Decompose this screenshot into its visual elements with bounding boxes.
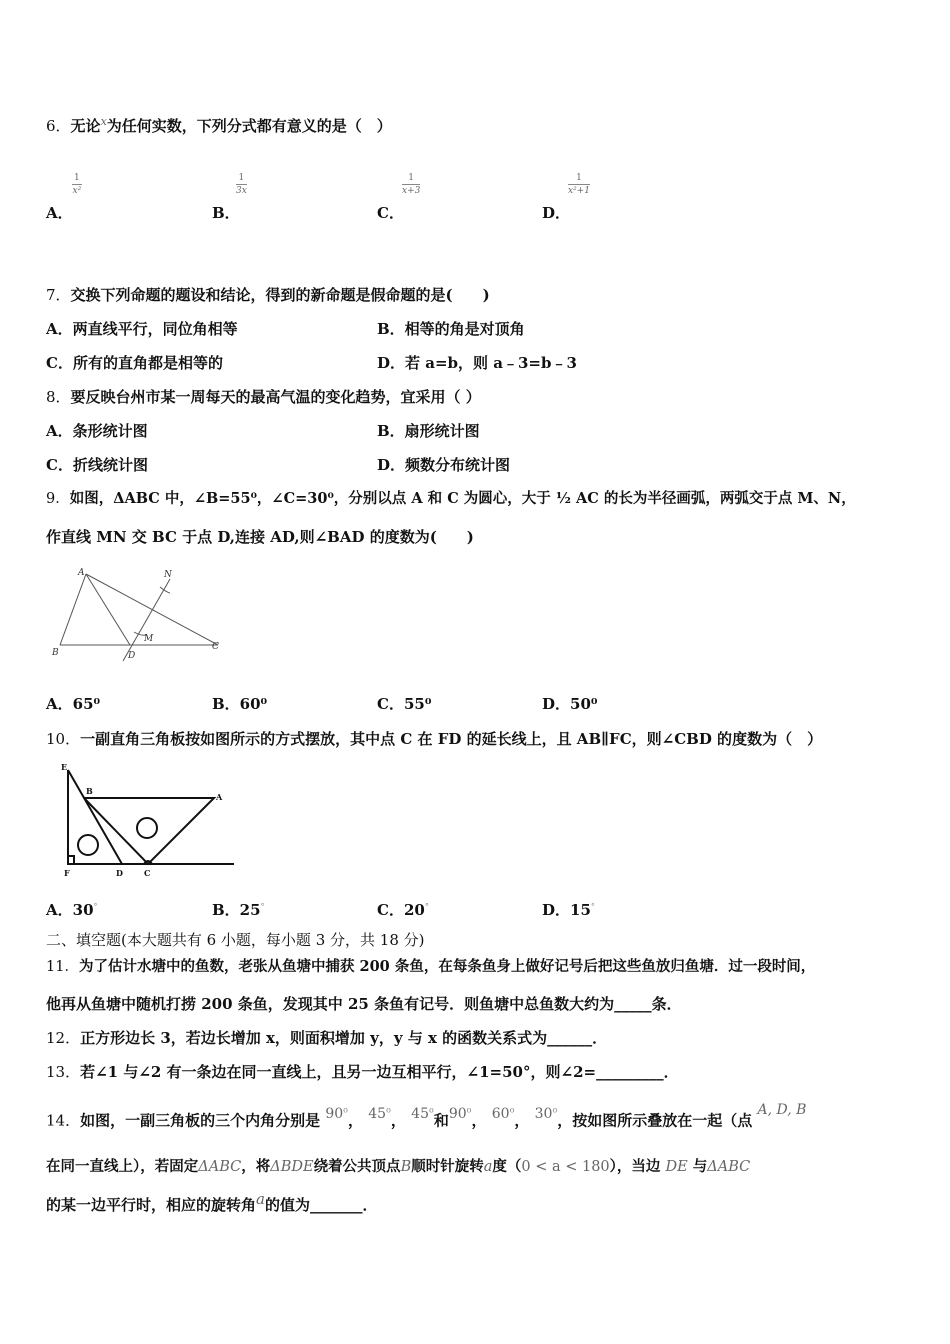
q14-text-5: 绕着公共顶点 (313, 1158, 401, 1175)
q14-alpha-2: a (256, 1190, 265, 1208)
q14-angle-1: 90$^o$ (325, 1105, 348, 1122)
q14-text-6: 顺时针旋转 (411, 1158, 484, 1175)
q14-text-1: 如图，一副三角板的三个内角分别是 (80, 1111, 321, 1130)
q9-label-d: D (128, 651, 136, 661)
q14-angle-2: 45$^o$ (368, 1105, 391, 1122)
q6-option-d-fraction: $\frac{1}{\text{x²+1}}$ (568, 173, 590, 196)
q14-alpha: a (483, 1159, 493, 1175)
q8-option-a[interactable]: A．条形统计图 (46, 422, 148, 440)
q10-label-b: B (86, 786, 93, 796)
q8-text: 要反映台州市某一周每天的最高气温的变化趋势，宜采用（ ） (70, 388, 481, 406)
q14-text-9: 与 (692, 1158, 708, 1175)
q14-angle-3: 45$^o$ (411, 1105, 434, 1122)
q10-label-a: A (216, 792, 223, 802)
q6-stem (46, 116, 392, 138)
q7-number: 7． (46, 286, 71, 304)
q9-stem-line2: 作直线 MN 交 BC 于点 D,连接 AD,则∠BAD 的度数为( ) (46, 528, 474, 546)
q10-option-a[interactable]: A．30° (46, 901, 98, 919)
q7-stem (46, 285, 490, 305)
q14-text-4: ，将 (241, 1158, 271, 1175)
q14-triangle-bde: ΔBDE (270, 1159, 314, 1175)
q10-option-b[interactable]: B．25° (212, 901, 265, 919)
q14-text-11: 的值为_______． (264, 1196, 378, 1214)
q10-label-f: F (64, 868, 70, 878)
q13-number: 13． (46, 1063, 81, 1081)
q8-number: 8． (46, 388, 71, 406)
q6-option-a[interactable]: A． (46, 204, 73, 222)
q11-stem-line2: 他再从鱼塘中随机打捞 200 条鱼，发现其中 25 条鱼有记号．则鱼塘中总鱼数大约为_____条． (46, 995, 682, 1013)
q7-option-a[interactable]: A．两直线平行，同位角相等 (46, 320, 238, 338)
q6-option-c[interactable]: C． (377, 204, 404, 222)
q9-label-c: C (212, 642, 219, 652)
q6-text-b: 为任何实数，下列分式都有意义的是（ ） (106, 117, 392, 135)
q10-triangle-efd (68, 770, 122, 864)
q10-option-d[interactable]: D．15° (542, 901, 595, 919)
q8-option-d[interactable]: D．频数分布统计图 (377, 456, 511, 474)
q6-option-b[interactable]: B． (212, 204, 240, 222)
q9-label-m: M (144, 634, 154, 644)
q10-hole-2 (137, 818, 157, 838)
q10-label-c: C (144, 868, 151, 878)
q6-option-d[interactable]: D． (542, 204, 571, 222)
q11-stem-line1 (46, 957, 815, 977)
q9-option-a[interactable]: A．65⁰ (46, 695, 101, 713)
q7-text: 交换下列命题的题设和结论，得到的新命题是假命题的是( ) (70, 286, 490, 304)
q9-label-b: B (52, 648, 59, 658)
q9-line-mn (123, 579, 170, 661)
q6-option-c-fraction: $\frac{1}{x+3}$ (402, 173, 421, 196)
q13-stem (46, 1062, 679, 1082)
q11-number: 11． (46, 959, 79, 975)
q10-hole-1 (78, 835, 98, 855)
q7-option-d[interactable]: D．若 a=b，则 a﹣3=b﹣3 (377, 354, 577, 372)
q9-option-c[interactable]: C．55⁰ (377, 695, 432, 713)
q14-stem-line1: 14．如图，一副三角板的三个内角分别是 90$^o$， 45$^o$， 45$^o$和90$^o$， 60$^o$， 30$^o$，按如图所示叠放在一起（点 A, D, B (46, 1101, 807, 1130)
q14-vertex-b: B (400, 1159, 412, 1175)
q14-angle-6: 30$^o$ (534, 1105, 558, 1122)
q8-option-c[interactable]: C．折线统计图 (46, 456, 148, 474)
q14-number: 14． (46, 1111, 81, 1130)
q8-stem (46, 387, 481, 407)
q12-number: 12． (46, 1029, 81, 1047)
q10-label-d: D (116, 868, 123, 878)
q14-text-2: ，按如图所示叠放在一起（点 (557, 1111, 753, 1130)
q9-number: 9． (46, 491, 70, 507)
q14-triangle-abc-2: ΔABC (707, 1159, 751, 1175)
q14-points-adb: A, D, B (757, 1101, 807, 1118)
q9-label-a: A (78, 568, 85, 578)
q14-text-8: ），当边 (609, 1158, 661, 1175)
q11-text-1: 为了估计水塘中的鱼数，老张从鱼塘中捕获 200 条鱼，在每条鱼身上做好记号后把这些鱼放归鱼塘．过一段时间， (78, 958, 816, 975)
q14-angle-4: 90$^o$ (448, 1105, 472, 1122)
q10-option-c[interactable]: C．20° (377, 901, 429, 919)
q7-option-b[interactable]: B．相等的角是对顶角 (377, 320, 525, 338)
q10-label-e: E (61, 762, 68, 772)
q9-segment-ad (86, 574, 130, 645)
q14-side-de: DE (665, 1159, 688, 1175)
q12-text: 正方形边长 3，若边长增加 x，则面积增加 y，y 与 x 的函数关系式为______． (80, 1029, 608, 1047)
q14-and: 和 (433, 1111, 449, 1130)
q6-number: 6． (46, 117, 71, 135)
q12-stem (46, 1028, 607, 1048)
q10-stem (46, 729, 822, 749)
q14-text-10: 的某一边平行时，相应的旋转角 (46, 1196, 257, 1214)
q9-option-b[interactable]: B．60⁰ (212, 695, 268, 713)
q10-figure (56, 762, 256, 882)
q9-option-d[interactable]: D．50⁰ (542, 695, 598, 713)
q14-text-3: 在同一直线上），若固定 (46, 1158, 199, 1175)
q6-variable: x (100, 115, 107, 128)
q10-number: 10． (46, 730, 81, 748)
q14-angle-5: 60$^o$ (491, 1105, 515, 1122)
q14-triangle-abc: ΔABC (198, 1159, 242, 1175)
q9-stem-line1 (46, 489, 856, 509)
q10-text: 一副直角三角板按如图所示的方式摆放，其中点 C 在 FD 的延长线上，且 AB∥FC，则∠CBD 的度数为（ ） (80, 730, 823, 748)
q9-label-n: N (164, 570, 172, 580)
q14-stem-line3 (46, 1190, 378, 1215)
q9-segment-ab (60, 574, 86, 645)
q9-figure (46, 565, 246, 665)
section-2-heading: 二、填空题(本大题共有 6 小题，每小题 3 分，共 18 分) (46, 931, 425, 949)
q6-option-b-fraction: $\frac{1}{3x}$ (236, 173, 247, 196)
q6-text-a: 无论 (70, 117, 101, 135)
q7-option-c[interactable]: C．所有的直角都是相等的 (46, 354, 223, 372)
q9-text-1: 如图，ΔABC 中，∠B=55⁰，∠C=30⁰，分别以点 A 和 C 为圆心，大于 ½ AC 的长为半径画弧，两弧交于点 M、N， (69, 490, 856, 507)
q14-stem-line2 (46, 1157, 750, 1177)
q14-range: 0 < a < 180 (521, 1159, 610, 1175)
q8-option-b[interactable]: B．扇形统计图 (377, 422, 480, 440)
q6-option-a-fraction: $\frac{1}{\text{x²}}$ (72, 173, 82, 196)
q13-text: 若∠1 与∠2 有一条边在同一直线上，且另一边互相平行，∠1=50°，则∠2=_________． (80, 1063, 679, 1081)
q14-text-7: 度（ (492, 1158, 522, 1175)
